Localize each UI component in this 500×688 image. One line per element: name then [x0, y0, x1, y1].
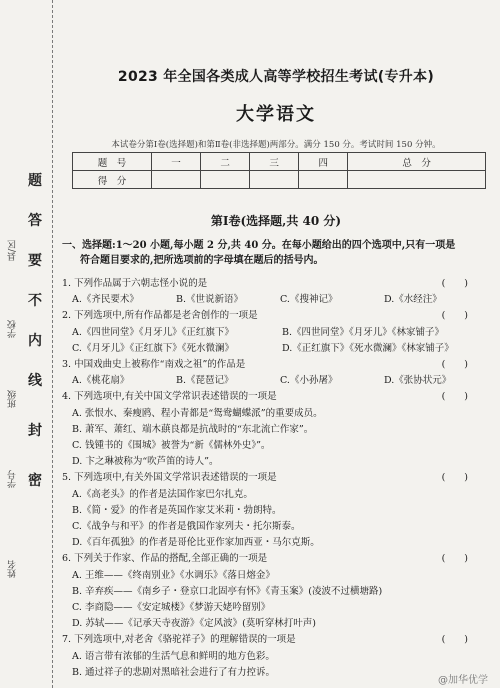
- answer-bracket[interactable]: ( ): [441, 391, 468, 403]
- option: B.《四世同堂》《月牙儿》《林家铺子》: [282, 326, 445, 338]
- score-cell[interactable]: [250, 171, 299, 189]
- exam-note: 本试卷分第Ⅰ卷(选择题)和第Ⅱ卷(非选择题)两部分。满分 150 分。考试时间 150 分钟。: [111, 140, 441, 150]
- question-stem: [62, 632, 492, 648]
- exam-subject: 大学语文: [236, 104, 316, 125]
- question-text: 7. 下列选项中,对老舍《骆驼祥子》的理解错误的一项是: [62, 634, 296, 646]
- answer-bracket[interactable]: ( ): [441, 310, 468, 322]
- binding-strip: [0, 0, 53, 688]
- exam-page: [58, 0, 494, 688]
- option: B.《世说新语》: [176, 294, 244, 306]
- binding-field-school: 学校: [8, 320, 18, 338]
- option-row: [62, 292, 492, 308]
- seal-char: 内: [28, 333, 42, 349]
- question-stem: [62, 276, 492, 292]
- score-cell[interactable]: [201, 171, 250, 189]
- binding-field-district: 县/区: [8, 240, 18, 262]
- option: A.《桃花扇》: [72, 375, 130, 387]
- option: C. 钱锺书的《围城》被誉为“新《儒林外史》”。: [72, 440, 271, 452]
- answer-bracket[interactable]: ( ): [441, 553, 468, 565]
- score-cell[interactable]: [152, 171, 201, 189]
- option: D. 苏轼——《记承天寺夜游》《定风波》(莫听穿林打叶声): [72, 618, 316, 630]
- question-stem: [62, 308, 492, 324]
- score-cell[interactable]: [299, 171, 348, 189]
- score-header-cell: 一: [152, 153, 201, 171]
- score-cell[interactable]: [348, 171, 486, 189]
- option-row: [62, 341, 492, 357]
- answer-bracket[interactable]: ( ): [441, 634, 468, 646]
- score-value-row: [73, 171, 486, 189]
- seal-char: 不: [28, 293, 42, 309]
- question-list: [62, 276, 492, 681]
- option: B. 通过祥子的悲剧对黑暗社会进行了有力控诉。: [72, 666, 276, 678]
- seal-char: 线: [28, 373, 42, 389]
- question-text: 1. 下列作品属于六朝志怪小说的是: [62, 278, 208, 289]
- score-header-cell: 四: [299, 153, 348, 171]
- option: D.《百年孤独》的作者是哥伦比亚作家加西亚・马尔克斯。: [72, 537, 320, 549]
- instruction-line: 符合题目要求的,把所选项前的字母填在题后的括号内。: [80, 255, 324, 266]
- option: A. 王维——《终南别业》《水调乐》《落日熔金》: [72, 569, 275, 581]
- score-table: [72, 152, 486, 189]
- question-text: 5. 下列选项中,有关外国文学常识表述错误的一项是: [62, 472, 277, 484]
- score-header-cell: 二: [201, 153, 250, 171]
- option: C.《搜神记》: [280, 294, 338, 306]
- option: C.《小孙屠》: [280, 375, 338, 387]
- question-text: 2. 下列选项中,所有作品都是老舍创作的一项是: [62, 310, 258, 322]
- score-header-cell: 总 分: [348, 153, 486, 171]
- option: D.《张协状元》: [384, 375, 452, 387]
- question-stem: [62, 551, 492, 567]
- answer-bracket[interactable]: ( ): [441, 278, 468, 289]
- option-row: [62, 373, 492, 389]
- score-header-cell: 题 号: [73, 153, 152, 171]
- seal-char: 密: [28, 473, 42, 489]
- option: D.《正红旗下》《死水微澜》《林家铺子》: [282, 342, 454, 354]
- option: B.《简・爱》的作者是英国作家艾米莉・勃朗特。: [72, 504, 282, 516]
- answer-bracket[interactable]: ( ): [441, 359, 468, 371]
- option: A.《齐民要术》: [72, 294, 139, 306]
- option: A. 张恨水、秦瘦鸥、程小青都是“鸳鸯蝴蝶派”的重要成员。: [72, 407, 323, 419]
- score-header-row: [73, 153, 486, 171]
- option-row: [62, 325, 492, 341]
- seal-char: 题: [28, 173, 42, 189]
- answer-bracket[interactable]: ( ): [441, 472, 468, 484]
- question-stem: [62, 357, 492, 373]
- seal-char: 答: [28, 213, 42, 229]
- instructions: [62, 238, 490, 268]
- option: D.《水经注》: [384, 294, 442, 306]
- score-label-cell: 得 分: [73, 171, 152, 189]
- option: B.《琵琶记》: [176, 375, 234, 387]
- option: A.《四世同堂》《月牙儿》《正红旗下》: [72, 326, 234, 338]
- question-stem: [62, 389, 492, 405]
- option: D. 卞之琳被称为“吹芦笛的诗人”。: [72, 456, 219, 468]
- binding-field-id: 学号: [8, 470, 18, 488]
- option: B. 萧军、萧红、端木蕻良都是抗战时的“东北流亡作家”。: [72, 423, 314, 435]
- option: C. 李商隐——《安定城楼》《梦游天姥吟留别》: [72, 602, 271, 614]
- option: B. 辛弃疾——《南乡子・登京口北固亭有怀》《青玉案》(凌波不过横塘路): [72, 585, 383, 597]
- seal-char: 封: [28, 423, 42, 439]
- exam-title: 2023 年全国各类成人高等学校招生考试(专升本): [117, 69, 435, 85]
- question-text: 6. 下列关于作家、作品的搭配,全部正确的一项是: [62, 553, 268, 565]
- binding-field-name: 姓名: [8, 560, 18, 578]
- question-stem: [62, 470, 492, 486]
- instruction-line: 一、选择题:1～20 小题,每小题 2 分,共 40 分。在每小题给出的四个选项中,只有一项是: [62, 240, 456, 251]
- option: C.《战争与和平》的作者是俄国作家列夫・托尔斯泰。: [72, 521, 301, 533]
- option: C.《月牙儿》《正红旗下》《死水微澜》: [72, 342, 234, 354]
- score-header-cell: 三: [250, 153, 299, 171]
- section-title: 第Ⅰ卷(选择题,共 40 分): [210, 214, 342, 228]
- watermark: @加华优学: [438, 675, 488, 686]
- question-text: 3. 中国戏曲史上被称作“南戏之祖”的作品是: [62, 359, 246, 371]
- seal-char: 要: [28, 253, 42, 269]
- option: A. 语言带有浓郁的生活气息和鲜明的地方色彩。: [72, 650, 275, 662]
- binding-field-class: 班级: [8, 390, 18, 408]
- option: A.《高老头》的作者是法国作家巴尔扎克。: [72, 488, 253, 500]
- question-text: 4. 下列选项中,有关中国文学常识表述错误的一项是: [62, 391, 277, 403]
